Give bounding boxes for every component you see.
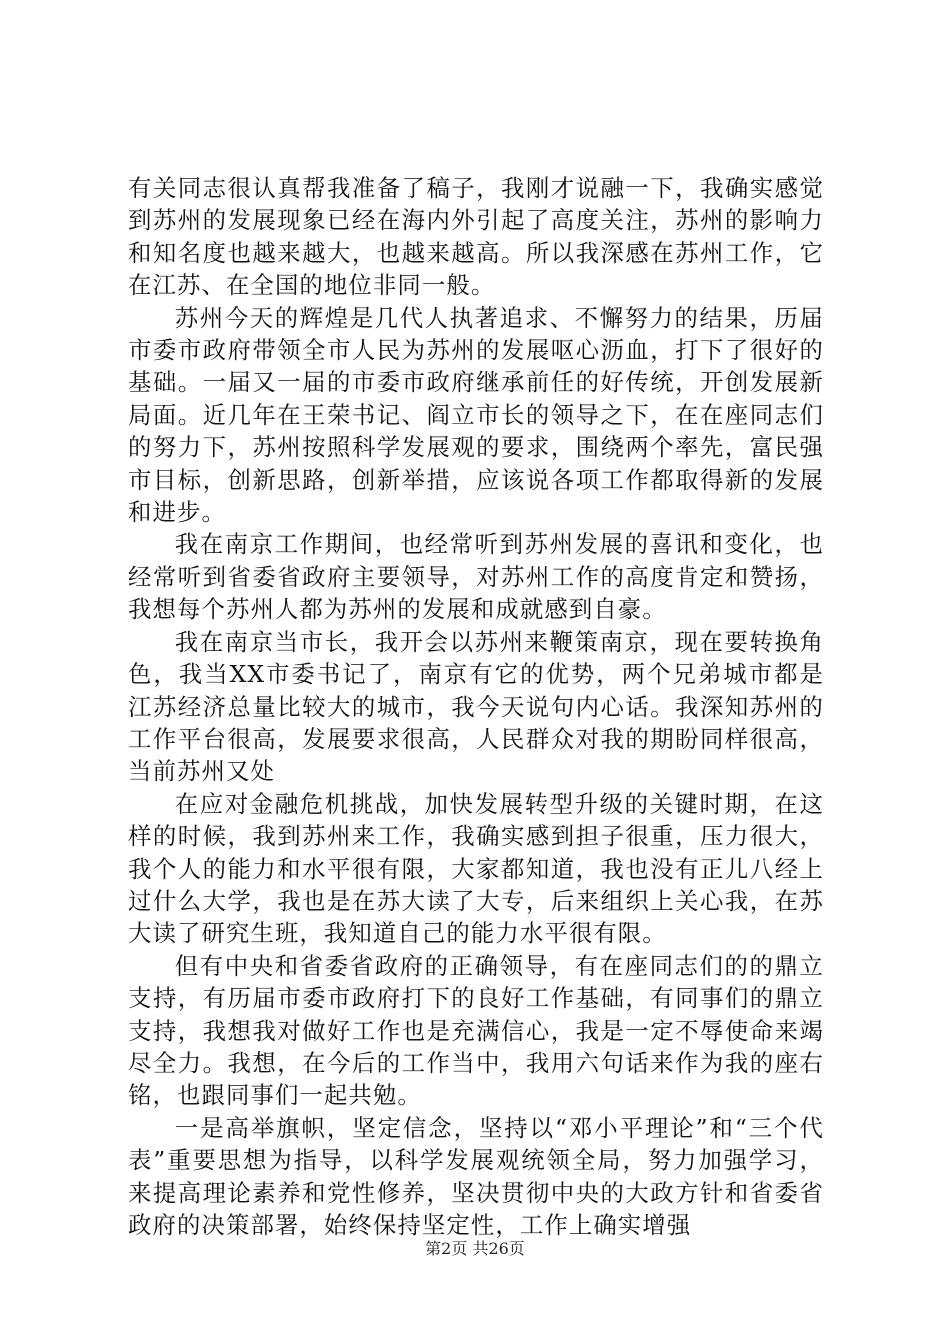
paragraph-5: 在应对金融危机挑战，加快发展转型升级的关键时期，在这样的时候，我到苏州来工作，我确实感到担子很重，压力很大，我个人的能力和水平很有限，大家都知道，我也没有正儿八经上过什么大学，我也是在苏大读了大专，后来组织上关心我，在苏大读了研究生班，我知道自己的能力水平很有限。 <box>128 789 824 948</box>
paragraph-7: 一是高举旗帜，坚定信念，坚持以“邓小平理论”和“三个代表”重要思想为指导，以科学发展观统领全局，努力加强学习，来提高理论素养和党性修养，坚决贯彻中央的大政方针和省委省政府的决策部署，始终保持坚定性，工作上确实增强 <box>128 1113 824 1239</box>
paragraph-3: 我在南京工作期间，也经常听到苏州发展的喜讯和变化，也经常听到省委省政府主要领导，对苏州工作的高度肯定和赞扬，我想每个苏州人都为苏州的发展和成就感到自豪。 <box>128 530 824 624</box>
paragraph-1: 有关同志很认真帮我准备了稿子，我刚才说融一下，我确实感觉到苏州的发展现象已经在海内外引起了高度关注，苏州的影响力和知名度也越来越大，也越来越高。所以我深感在苏州工作，它在江苏、在全国的地位非同一般。 <box>128 174 824 300</box>
page-number-footer: 第2页 共26页 <box>425 1239 525 1258</box>
paragraph-6: 但有中央和省委省政府的正确领导，有在座同志们的的鼎立支持，有历届市委市政府打下的良好工作基础，有同事们的鼎立支持，我想我对做好工作也是充满信心，我是一定不辱使命来竭尽全力。我想，在今后的工作当中，我用六句话来作为我的座右铭，也跟同事们一起共勉。 <box>128 951 824 1110</box>
paragraph-2: 苏州今天的辉煌是几代人执著追求、不懈努力的结果，历届市委市政府带领全市人民为苏州的发展呕心沥血，打下了很好的基础。一届又一届的市委市政府继承前任的好传统，开创发展新局面。近几年在王荣书记、阎立市长的领导之下，在在座同志们的努力下，苏州按照科学发展观的要求，围绕两个率先，富民强市目标，创新思路，创新举措，应该说各项工作都取得新的发展和进步。 <box>128 303 824 527</box>
paragraph-4: 我在南京当市长，我开会以苏州来鞭策南京，现在要转换角色，我当XX市委书记了，南京有它的优势，两个兄弟城市都是江苏经济总量比较大的城市，我今天说句内心话。我深知苏州的工作平台很高，发展要求很高，人民群众对我的期盼同样很高，当前苏州又处 <box>128 627 824 786</box>
document-body <box>128 172 824 1241</box>
